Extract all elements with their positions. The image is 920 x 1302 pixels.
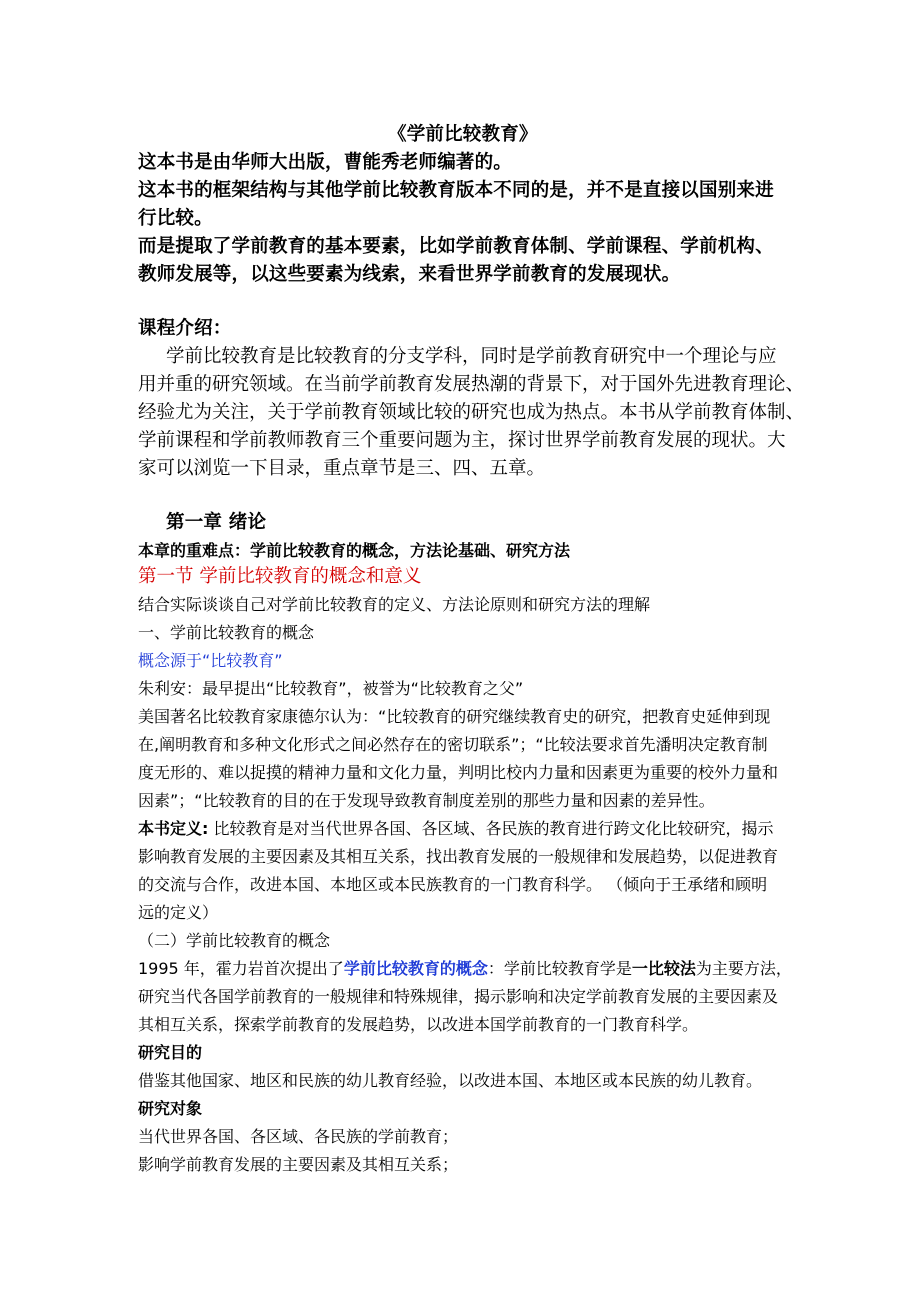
intro-line: 行比较。 <box>138 208 213 229</box>
discussion-prompt: 结合实际谈谈自己对学前比较教育的定义、方法论原则和研究方法的理解 <box>138 595 651 614</box>
huo-suffix: 为主要方法， <box>695 959 792 978</box>
course-paragraph-line: 家可以浏览一下目录，重点章节是三、四、五章。 <box>138 458 546 479</box>
intro-line: 这本书的框架结构与其他学前比较教育版本不同的是，并不是直接以国别来进 <box>138 180 774 201</box>
course-paragraph-line: 学前比较教育是比较教育的分支学科，同时是学前教育研究中一个理论与应 <box>166 346 777 367</box>
chapter-key-points: 本章的重难点：学前比较教育的概念，方法论基础、研究方法 <box>138 541 571 560</box>
subsection-heading: （二）学前比较教育的概念 <box>138 931 331 950</box>
kandel-line: 度无形的、难以捉摸的精神力量和文化力量，判明比校内力量和因素更为重要的校外力量和 <box>138 763 779 782</box>
kandel-line: 因素”；“比较教育的目的在于发现导致教育制度差别的那些力量和因素的差异性。 <box>138 791 715 810</box>
definition-line: 的交流与合作，改进本国、本地区或本民族教育的一门教育科学。 （倾向于王承绪和顾明 <box>138 875 768 894</box>
object-item: 影响学前教育发展的主要因素及其相互关系； <box>138 1155 459 1174</box>
object-heading: 研究对象 <box>138 1099 203 1118</box>
huo-method: 一比较法 <box>631 959 696 978</box>
definition-line <box>138 816 774 839</box>
purpose-heading: 研究目的 <box>138 1043 203 1062</box>
course-paragraph-line: 经验尤为关注，关于学前教育领域比较的研究也成为热点。本书从学前教育体制、 <box>138 402 805 423</box>
huo-definition-line: 其相互关系，探索学前教育的发展趋势，以改进本国学前教育的一门教育科学。 <box>138 1015 699 1034</box>
definition-line: 远的定义） <box>138 903 219 922</box>
kandel-line: 在,阐明教育和多种文化形式之间必然存在的密切联系”；“比较法要求首先潘明决定教育制 <box>138 735 768 754</box>
huo-middle: ：学前比较教育学是 <box>487 959 632 978</box>
intro-line: 教师发展等，以这些要素为线索，来看世界学前教育的发展现状。 <box>138 264 681 285</box>
object-item: 当代世界各国、各区域、各民族的学前教育； <box>138 1127 459 1146</box>
huo-term: 学前比较教育的概念 <box>343 959 488 978</box>
definition-line: 影响教育发展的主要因素及其相互关系，找出教育发展的一般规律和发展趋势，以促进教育 <box>138 847 779 866</box>
book-title: 《学前比较教育》 <box>388 124 538 145</box>
chapter-heading: 第一章 绪论 <box>166 512 267 533</box>
julian-note: 朱利安：最早提出“比较教育”，被誉为“比较教育之父” <box>138 679 524 698</box>
section-title: 第一节 学前比较教育的概念和意义 <box>138 566 422 587</box>
course-heading: 课程介绍： <box>138 318 232 339</box>
intro-line: 这本书是由华师大出版，曹能秀老师编著的。 <box>138 152 513 173</box>
course-paragraph-line: 学前课程和学前教师教育三个重要问题为主，探讨世界学前教育发展的现状。大 <box>138 430 786 451</box>
concept-origin: 概念源于“比较教育” <box>138 651 283 670</box>
kandel-line: 美国著名比较教育家康德尔认为：“比较教育的研究继续教育史的研究，把教育史延伸到现 <box>138 707 771 726</box>
definition-text: 比较教育是对当代世界各国、各区域、各民族的教育进行跨文化比较研究，揭示 <box>208 819 774 838</box>
purpose-text: 借鉴其他国家、地区和民族的幼儿教育经验，以改进本国、本地区或本民族的幼儿教育。 <box>138 1071 763 1090</box>
intro-line: 而是提取了学前教育的基本要素，比如学前教育体制、学前课程、学前机构、 <box>138 236 774 257</box>
huo-definition-line: 研究当代各国学前教育的一般规律和特殊规律，揭示影响和决定学前教育发展的主要因素及 <box>138 987 779 1006</box>
subsection-heading: 一、学前比较教育的概念 <box>138 623 315 642</box>
huo-definition-line <box>138 956 792 979</box>
course-paragraph-line: 用并重的研究领域。在当前学前教育发展热潮的背景下，对于国外先进教育理论、 <box>138 374 805 395</box>
definition-label: 本书定义: <box>138 819 209 838</box>
huo-prefix: 1995 年，霍力岩首次提出了 <box>138 959 344 978</box>
